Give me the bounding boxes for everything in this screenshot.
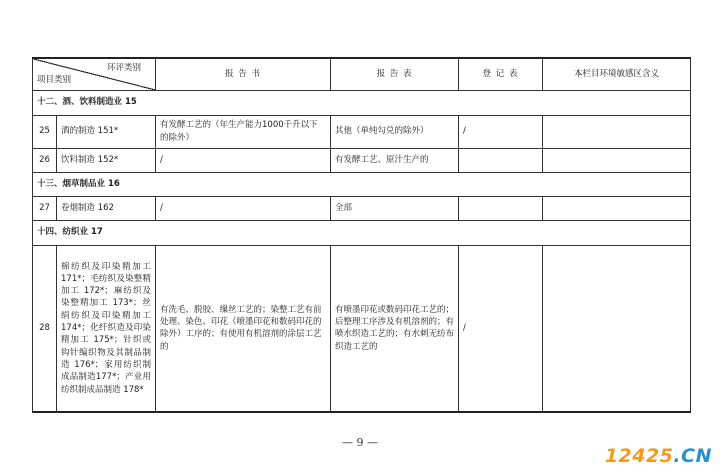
- diagonal-header-cell: [33, 58, 156, 90]
- row-number: 28: [33, 245, 57, 412]
- site-watermark-logo: [605, 445, 712, 467]
- registration-cell: [459, 148, 543, 172]
- report-book-cell: /: [156, 148, 331, 172]
- project-name: 酒的制造 151*: [57, 115, 156, 148]
- report-form-cell: 全部: [331, 196, 459, 220]
- project-name: 饮料制造 152*: [57, 148, 156, 172]
- registration-cell: /: [459, 115, 543, 148]
- row-number: 27: [33, 196, 57, 220]
- sensitive-zone-cell: [543, 148, 691, 172]
- report-form-cell: 有喷墨印花或数码印花工艺的；后整理工序涉及有机溶剂的；有喷水织造工艺的；有水刺无纺布织造工艺的: [331, 245, 459, 412]
- table-row: [33, 196, 691, 220]
- sensitive-zone-header: 本栏目环境敏感区含义: [543, 58, 691, 90]
- row-number: 26: [33, 148, 57, 172]
- section-title: 十三、烟草制品业 16: [33, 172, 691, 196]
- watermark-domain: .CN: [673, 445, 712, 467]
- row-number: 25: [33, 115, 57, 148]
- section-row: [33, 90, 691, 115]
- sensitive-zone-cell: [543, 245, 691, 412]
- section-row: [33, 172, 691, 196]
- registration-cell: [459, 196, 543, 220]
- header-row: [33, 58, 691, 90]
- report-book-cell: 有发酵工艺的（年生产能力1000千升以下的除外）: [156, 115, 331, 148]
- report-form-cell: 其他（单纯勾兑的除外）: [331, 115, 459, 148]
- report-form-cell: 有发酵工艺、原汁生产的: [331, 148, 459, 172]
- project-name: 卷烟制造 162: [57, 196, 156, 220]
- registration-cell: /: [459, 245, 543, 412]
- report-form-header: 报 告 表: [331, 58, 459, 90]
- watermark-digits: 12425: [604, 445, 674, 467]
- project-category-label: 项目类别: [37, 75, 72, 86]
- report-book-cell: /: [156, 196, 331, 220]
- sensitive-zone-cell: [543, 196, 691, 220]
- table-row: [33, 245, 691, 412]
- page-number: — 9 —: [342, 436, 378, 449]
- table-row: [33, 115, 691, 148]
- report-book-cell: 有洗毛、脱胶、缫丝工艺的；染整工艺有前处理、染色、印花（喷墨印花和数码印花的除外）工序的；有使用有机溶剂的涂层工艺的: [156, 245, 331, 412]
- sensitive-zone-cell: [543, 115, 691, 148]
- environmental-assessment-table: [32, 57, 691, 413]
- section-title: 十二、酒、饮料制造业 15: [33, 90, 691, 115]
- project-name: 棉纺织及印染精加工171*；毛纺织及染整精加工 172*；麻纺织及染整精加工 173*；丝绢纺织及印染精加工 174*；化纤织造及印染精加工 175*；针织或钩针编织物及其制品制造 176*；家用纺织制成品制造177*；产业用纺织制成品制造 178*: [57, 245, 156, 412]
- table-row: [33, 148, 691, 172]
- section-row: [33, 220, 691, 245]
- assessment-category-label: 环评类别: [106, 63, 141, 73]
- registration-form-header: 登 记 表: [459, 58, 543, 90]
- section-title: 十四、纺织业 17: [33, 220, 691, 245]
- report-book-header: 报 告 书: [156, 58, 331, 90]
